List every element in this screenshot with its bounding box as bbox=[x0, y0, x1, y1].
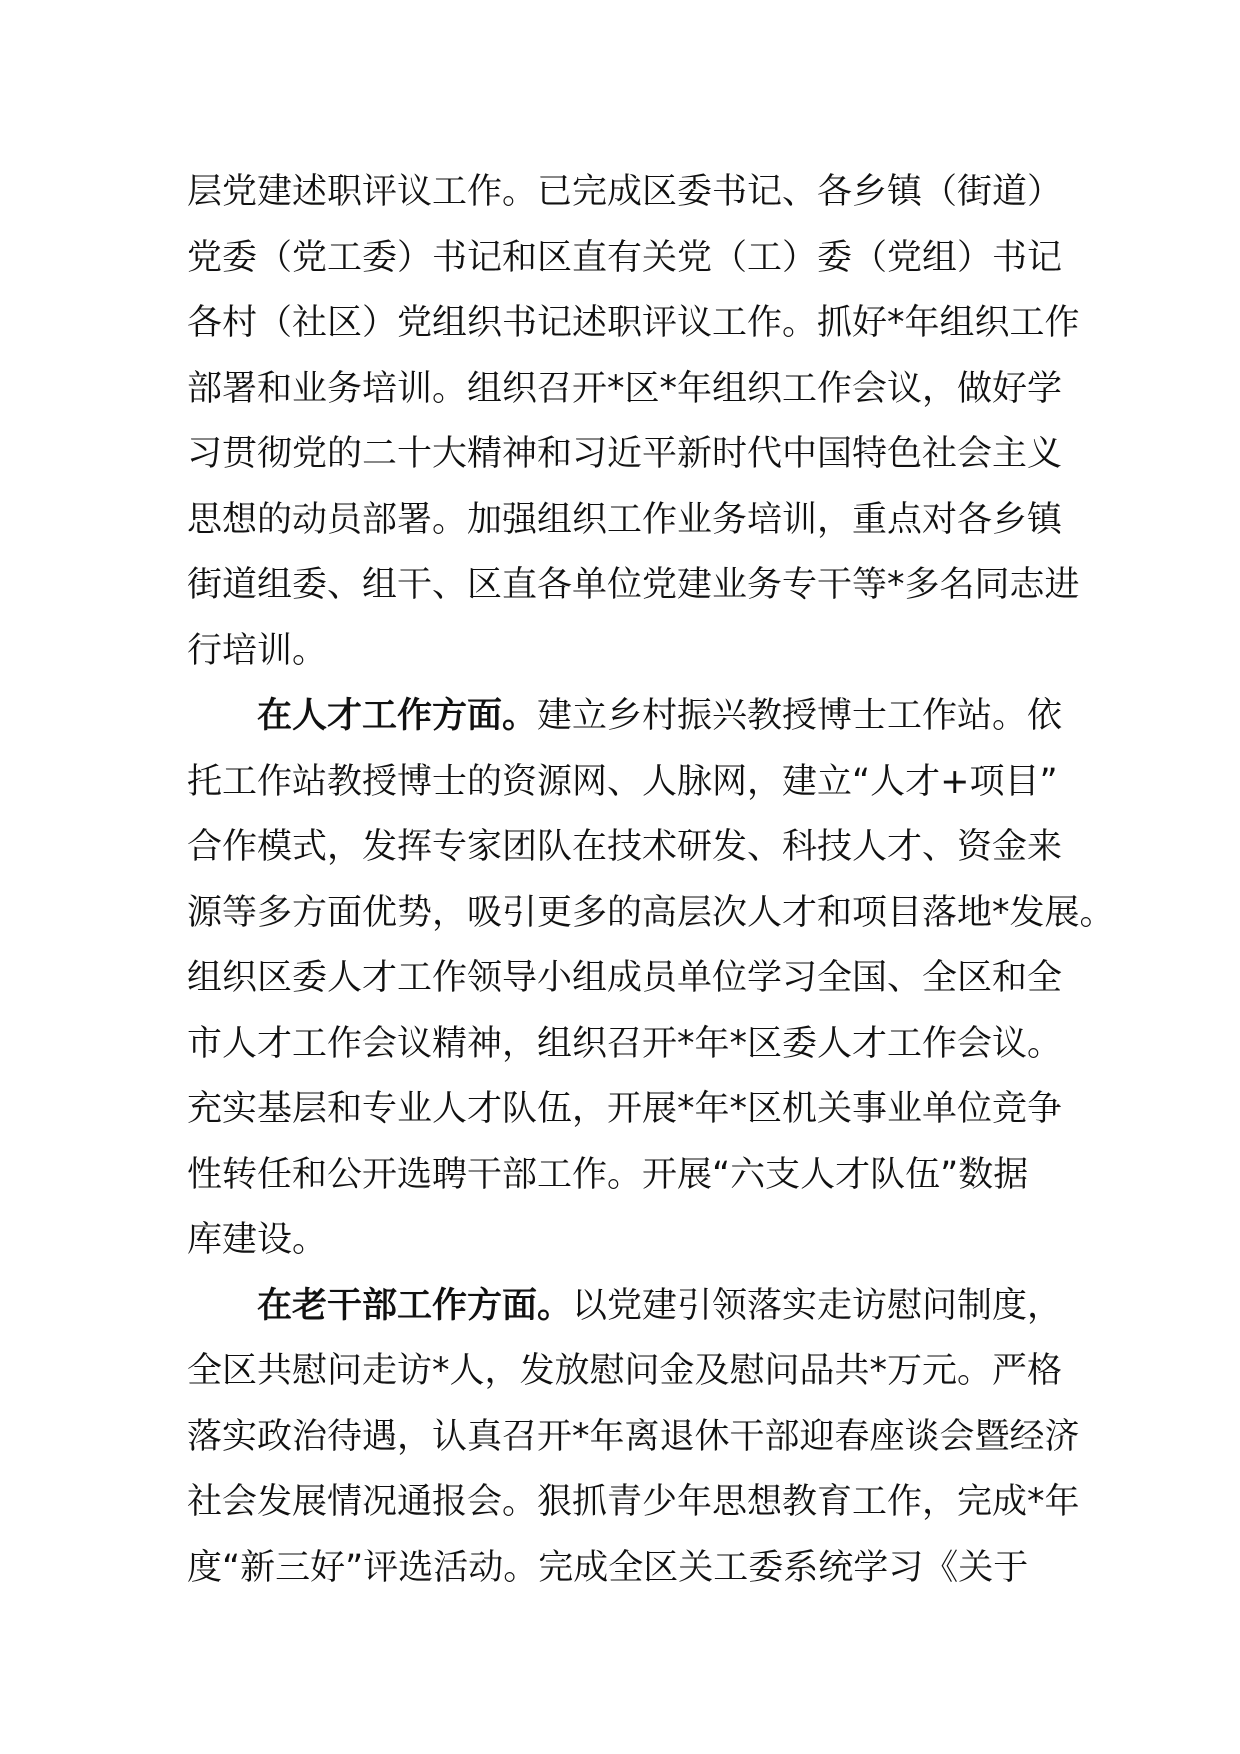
text-line: 度“新三好”评选活动。完成全区关工委系统学习《关于 bbox=[187, 1547, 1029, 1588]
talent-paragraph bbox=[187, 684, 1115, 1274]
text-line: 市人才工作会议精神，组织召开*年*区委人才工作会议。 bbox=[187, 1023, 1063, 1064]
text-line: 习贯彻党的二十大精神和习近平新时代中国特色社会主义 bbox=[187, 434, 1063, 474]
veteran-heading: 在老干部工作方面。 bbox=[257, 1285, 573, 1326]
text-line: 源等多方面优势，吸引更多的高层次人才和项目落地*发展。 bbox=[187, 892, 1115, 933]
text-line: 社会发展情况通报会。狠抓青少年思想教育工作，完成*年 bbox=[187, 1482, 1080, 1522]
text-line: 组织区委人才工作领导小组成员单位学习全国、全区和全 bbox=[187, 958, 1063, 998]
text-line: 部署和业务培训。组织召开*区*年组织工作会议，做好学 bbox=[187, 368, 1063, 409]
text-line: 各村（社区）党组织书记述职评议工作。抓好*年组织工作 bbox=[187, 303, 1080, 343]
text-line: 街道组委、组干、区直各单位党建业务专干等*多名同志进 bbox=[187, 565, 1080, 605]
text-line: 性转任和公开选聘干部工作。开展“六支人才队伍”数据 bbox=[187, 1154, 1029, 1195]
veteran-first-line bbox=[187, 1274, 1067, 1340]
veteran-paragraph bbox=[187, 1274, 1080, 1602]
talent-first-line-text: 建立乡村振兴教授博士工作站。依 bbox=[537, 696, 1063, 736]
text-line: 党委（党工委）书记和区直有关党（工）委（党组）书记 bbox=[187, 237, 1063, 278]
text-line: 思想的动员部署。加强组织工作业务培训，重点对各乡镇 bbox=[187, 499, 1063, 540]
body-text bbox=[187, 160, 1115, 1601]
text-line: 落实政治待遇，认真召开*年离退休干部迎春座谈会暨经济 bbox=[187, 1416, 1080, 1457]
text-line: 行培训。 bbox=[187, 630, 328, 671]
talent-first-line bbox=[187, 684, 1067, 750]
text-line: 全区共慰问走访*人，发放慰问金及慰问品共*万元。严格 bbox=[187, 1351, 1063, 1391]
text-line: 充实基层和专业人才队伍，开展*年*区机关事业单位竞争 bbox=[187, 1089, 1063, 1129]
text-line: 库建设。 bbox=[187, 1220, 328, 1260]
text-line: 合作模式，发挥专家团队在技术研发、科技人才、资金来 bbox=[187, 827, 1063, 867]
text-line: 层党建述职评议工作。已完成区委书记、各乡镇（街道） bbox=[187, 172, 1063, 212]
text-line: 托工作站教授博士的资源网、人脉网，建立“人才+项目” bbox=[187, 761, 1058, 802]
veteran-first-line-text: 以党建引领落实走访慰问制度， bbox=[572, 1285, 1063, 1326]
talent-heading: 在人才工作方面。 bbox=[257, 696, 538, 736]
